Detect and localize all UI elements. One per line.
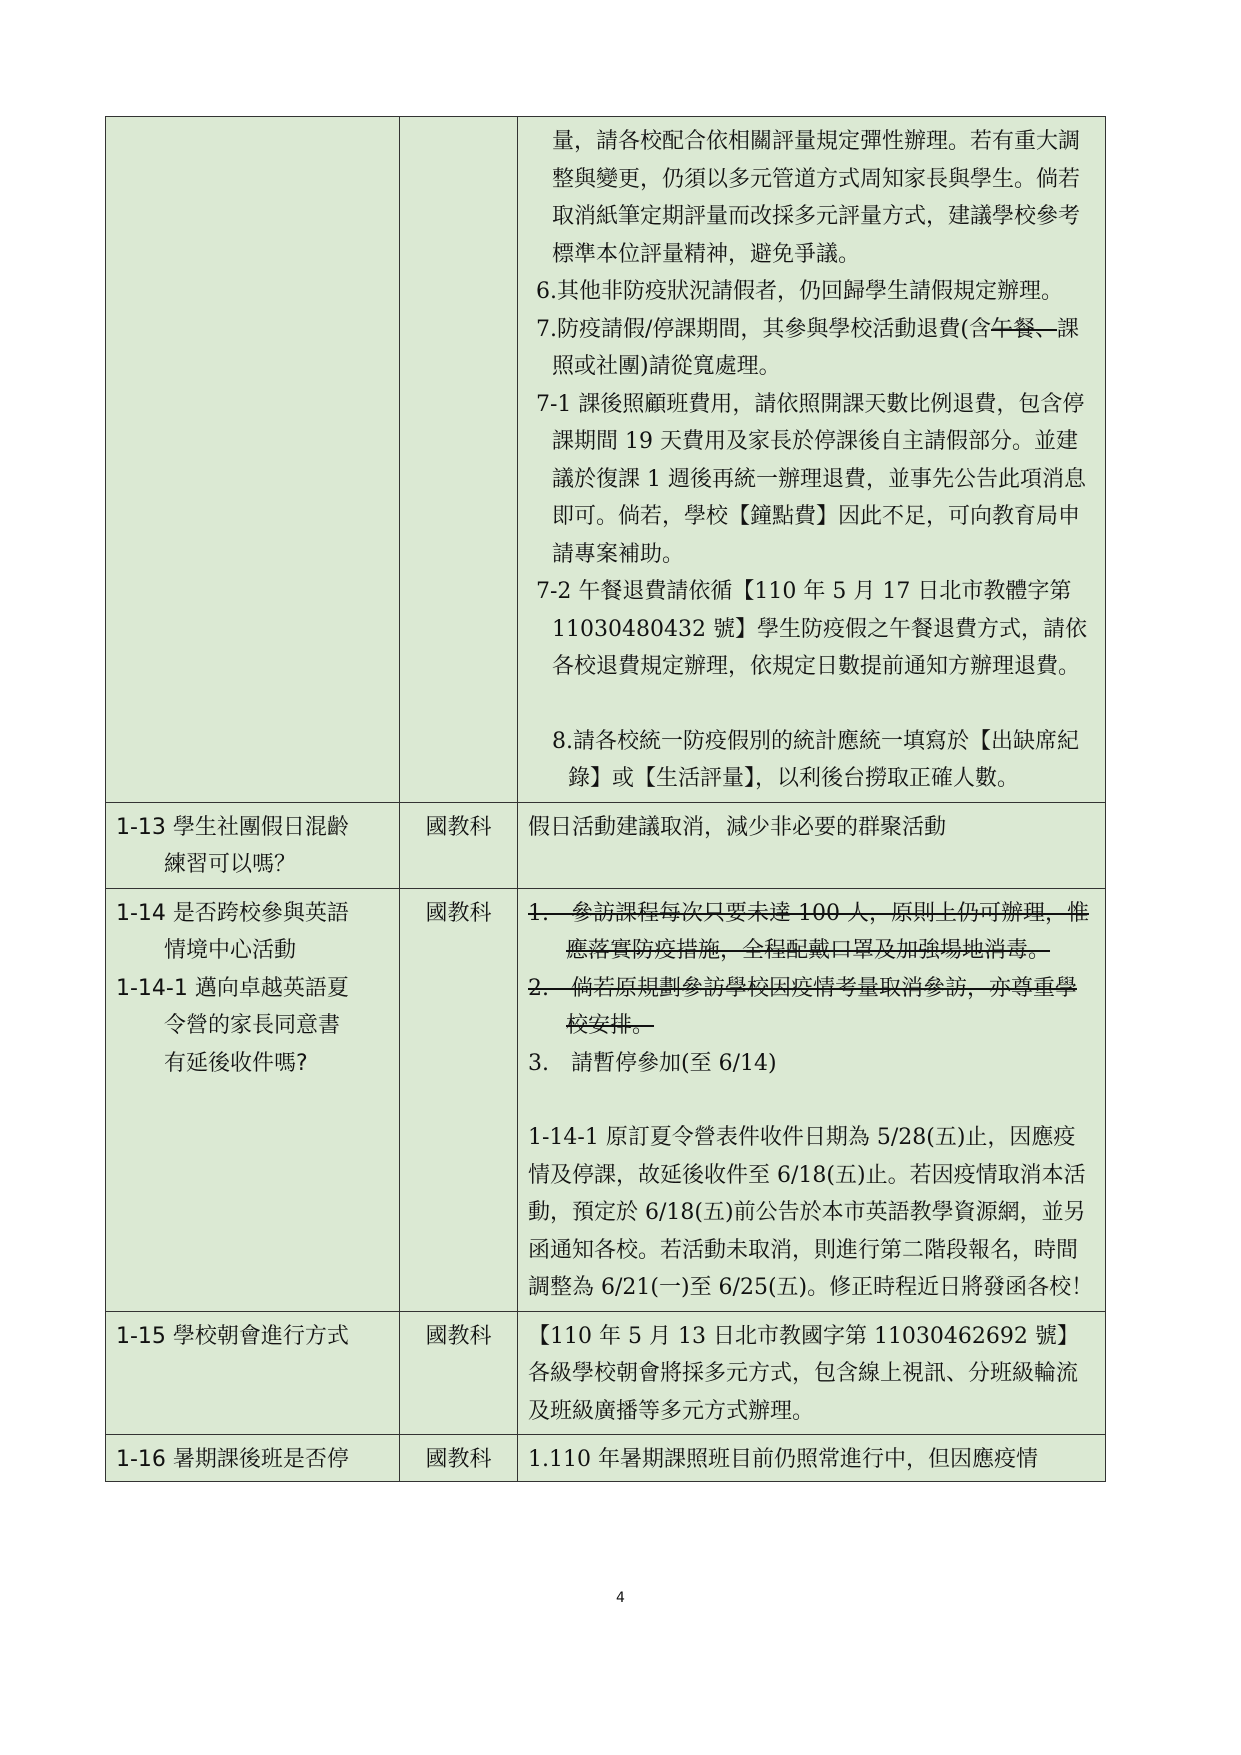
answer-paragraph: 1.110 年暑期課照班目前仍照常進行中，但因應疫情 [528,1447,1038,1472]
strikethrough-text: 1. 參訪課程每次只要未達 100 人，原則上仍可辦理，惟應落實防疫措施，全程配戴口罩及加強場地消毒。 [528,900,1089,963]
answer-paragraph: 8.請各校統一防疫假別的統計應統一填寫於【出缺席紀錄】或【生活評量】，以利後台撈取正確人數。 [552,728,1079,791]
answer-paragraph [528,895,1095,970]
question-line: 1-13 學生社團假日混齡 [116,814,349,840]
department-cell: 國教科 [400,1435,518,1482]
table-row [106,1435,1106,1482]
answer-paragraph: 【110 年 5 月 13 日北市教國字第 11030462692 號】各級學校朝會將採多元方式，包含線上視訊、分班級輪流及班級廣播等多元方式辦理。 [528,1323,1079,1424]
question-line: 練習可以嗎？ [164,852,297,877]
table-row [106,117,1106,803]
question-cell [106,1435,400,1482]
answer-paragraph: 6.其他非防疫狀況請假者，仍回歸學生請假規定辦理。 [536,279,1063,304]
answer-cell [518,888,1106,1311]
answer-cell [518,117,1106,803]
question-line: 1-15 學校朝會進行方式 [116,1323,349,1349]
question-cell [106,1311,400,1435]
strikethrough-text: 午餐、 [991,316,1058,342]
answer-paragraph: 7.防疫請假/停課期間，其參與學校活動退費(含午餐、課照或社團)請從寬處理。 [536,316,1080,379]
page-number: 4 [616,1590,625,1606]
answer-cell [518,1435,1106,1482]
department-cell: 國教科 [400,888,518,1311]
strikethrough-text: 2. 倘若原規劃參訪學校因疫情考量取消參訪，亦尊重學校安排。 [528,975,1077,1038]
answer-cell [518,1311,1106,1435]
answer-cell [518,802,1106,888]
answer-paragraph: 7-2 午餐退費請依循【110 年 5 月 17 日北市教體字第 11030480432 號】學生防疫假之午餐退費方式，請依各校退費規定辦理，依規定日數提前通知方辦理退費。 [536,579,1087,679]
answer-paragraph: 量，請各校配合依相關評量規定彈性辦理。若有重大調整與變更，仍須以多元管道方式周知家長與學生。倘若取消紙筆定期評量而改採多元評量方式，建議學校參考標準本位評量精神，避免爭議。 [552,129,1081,267]
question-line: 1-14 是否跨校參與英語 [116,900,349,926]
answer-paragraph: 7-1 課後照顧班費用，請依照開課天數比例退費，包含停課期間 19 天費用及家長於停課後自主請假部分。並建議於復課 1 週後再統一辦理退費，並事先公告此項消息即可。倘若，學校【鐘點費】因此不足，可向教育局申請專案補助。 [536,391,1086,567]
table-row [106,1311,1106,1435]
question-line: 令營的家長同意書 [164,1013,341,1038]
question-line: 有延後收件嗎? [164,1050,308,1076]
department-cell [400,117,518,803]
answer-paragraph: 1-14-1 原訂夏令營表件收件日期為 5/28(五)止，因應疫情及停課，故延後收件至 6/18(五)止。若因疫情取消本活動，預定於 6/18(五)前公告於本市英語教學資源網，並另函通知各校。若活動未取消，則進行第二階段報名，時間調整為 6/21(一)至 6/25(五)。修正時程近日將發函各校！ [528,1125,1094,1300]
question-line: 1-14-1 邁向卓越英語夏 [116,975,349,1001]
answer-paragraph [528,970,1095,1045]
answer-paragraph: 3. 請暫停參加(至 6/14) [528,1050,777,1076]
table-row [106,802,1106,888]
question-line: 情境中心活動 [164,938,297,963]
answer-paragraph: 假日活動建議取消，減少非必要的群聚活動 [528,814,947,840]
question-cell [106,802,400,888]
department-cell: 國教科 [400,802,518,888]
table-row [106,888,1106,1311]
question-cell [106,888,400,1311]
question-cell [106,117,400,803]
department-cell: 國教科 [400,1311,518,1435]
faq-table [105,116,1106,1482]
question-line: 1-16 暑期課後班是否停 [116,1447,349,1472]
